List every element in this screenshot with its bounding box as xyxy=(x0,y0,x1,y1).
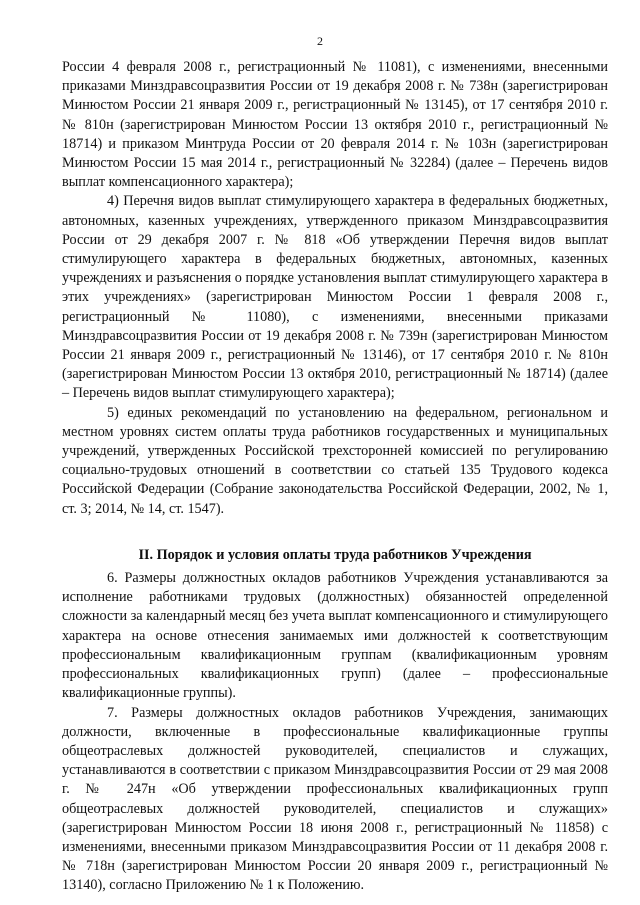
paragraph-5: 5) единых рекомендаций по установлению на федеральном, региональном и местном уровнях систем оплаты труда работников государственных и муниципальных учреждений, утвержденных Российской трехсторонней комиссией по регулированию социально-трудовых отношений в соответствии со статьей 135 Трудового кодекса Российской Федерации (Собрание законодательства Российской Федерации, 2002, № 1, ст. 3; 2014, № 14, ст. 1547). xyxy=(62,404,608,517)
paragraph-6: 6. Размеры должностных окладов работников Учреждения устанавливаются за исполнение работниками трудовых (должностных) обязанностей определенной сложности за календарный месяц без учета выплат компенсационного и стимулирующего характера на основе отнесения занимаемых ими должностей к соответствующим профессиональным квалификационным группам (квалификационным уровням профессиональных квалификационных групп) (далее – профессиональные квалификационные группы). xyxy=(62,570,608,702)
paragraph-4: 4) Перечня видов выплат стимулирующего характера в федеральных бюджетных, автономных, казенных учреждениях, утвержденного приказом Минздравсоцразвития России от 29 декабря 2007 г. № 818 «Об утверждении Перечня видов выплат стимулирующего характера в федеральных бюджетных, автономных, казенных учреждениях и разъяснения о порядке установления выплат стимулирующего характера в этих учреждениях» (зарегистрирован Минюстом России 1 февраля 2008 г., регистрационный № 11080), с изменениями, внесенными приказами Минздравсоцразвития России от 19 декабря 2008 г. № 739н (зарегистрирован Минюстом России 21 января 2009 г., регистрационный № 13146), от 17 сентября 2010 г. № 810н (зарегистрирован Минюстом России 13 октября 2010, регистрационный № 18714) (далее – Перечень видов выплат стимулирующего характера); xyxy=(62,193,608,402)
paragraph-3-continuation: России 4 февраля 2008 г., регистрационный № 11081), с изменениями, внесенными приказами Минздравсоцразвития России от 19 декабря 2008 г. № 738н (зарегистрирован Минюстом России 21 января 2009 г., регистрационный № 13145), от 17 сентября 2010 г. № 810н (зарегистрирован Минюстом России 13 октября 2010 г., регистрационный № 18714) и приказом Минтруда России от 20 февраля 2014 г. № 103н (зарегистрирован Минюстом России 15 мая 2014 г., регистрационный № 32284) (далее – Перечень видов выплат компенсационного характера); xyxy=(62,59,608,191)
section-heading: II. Порядок и условия оплаты труда работников Учреждения xyxy=(138,546,532,563)
page-number: 2 xyxy=(317,34,323,48)
document-body xyxy=(62,58,608,896)
paragraph-7: 7. Размеры должностных окладов работников Учреждения, занимающих должности, включенные в профессиональные квалификационные группы общеотраслевых должностей руководителей, специалистов и служащих, устанавливаются в соответствии с приказом Минздравсоцразвития России от 29 мая 2008 г. № 247н «Об утверждении профессиональных квалификационных групп общеотраслевых должностей руководителей, специалистов и служащих» (зарегистрирован Минюстом России 18 июня 2008 г., регистрационный № 11858) с изменениями, внесенными приказом Минздравсоцразвития России от 11 декабря 2008 г. № 718н (зарегистрирован Минюстом России 20 января 2009 г., регистрационный № 13140), согласно Приложению № 1 к Положению. xyxy=(62,704,608,894)
